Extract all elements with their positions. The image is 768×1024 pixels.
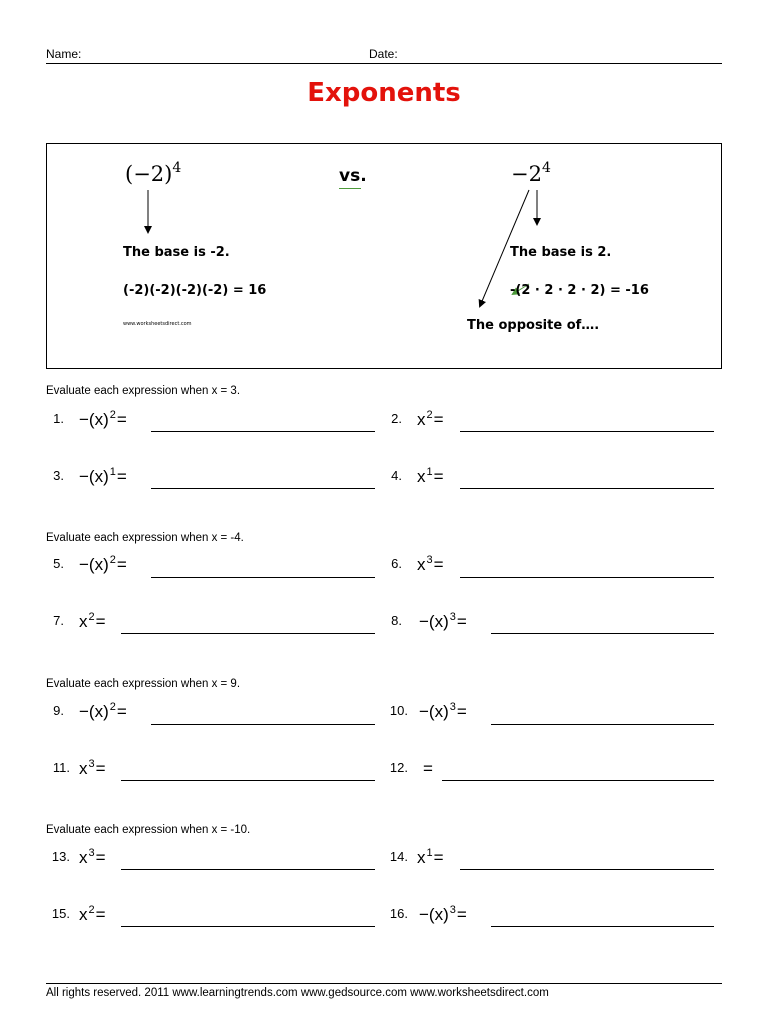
problem-expression: $x^1=$ xyxy=(417,466,444,486)
problem-number: 14. xyxy=(389,849,408,864)
section-4-instruction: Evaluate each expression when x = -10. xyxy=(46,824,251,836)
problem-expression: $-(x)^2=$ xyxy=(79,554,127,574)
problem-number: 7. xyxy=(53,613,64,628)
answer-line[interactable] xyxy=(460,869,714,870)
section-1-instruction: Evaluate each expression when x = 3. xyxy=(46,385,241,397)
problem-expression: $-(x)^3=$ xyxy=(419,904,467,924)
answer-line[interactable] xyxy=(442,780,714,781)
problem-number: 2. xyxy=(391,411,402,426)
left-base-note: The base is -2. xyxy=(123,245,230,260)
answer-line[interactable] xyxy=(491,633,714,634)
website-watermark: www.worksheetsdirect.com xyxy=(123,321,192,327)
problem-expression: $-(x)^3=$ xyxy=(419,701,467,721)
problem-number: 12. xyxy=(389,760,408,775)
problem-number: 3. xyxy=(53,468,64,483)
answer-line[interactable] xyxy=(491,926,714,927)
problem-number: 13. xyxy=(51,849,70,864)
problem-expression: $-(x)^2=$ xyxy=(79,409,127,429)
answer-line[interactable] xyxy=(491,724,714,725)
answer-line[interactable] xyxy=(460,431,714,432)
opposite-note: The opposite of…. xyxy=(467,318,600,333)
answer-line[interactable] xyxy=(460,488,714,489)
problem-number: 5. xyxy=(53,556,64,571)
problem-expression: $x^3=$ xyxy=(79,758,106,778)
page-title: Exponents xyxy=(307,78,461,108)
problem-expression: $-(x)^3=$ xyxy=(419,611,467,631)
answer-line[interactable] xyxy=(121,926,375,927)
section-2-instruction: Evaluate each expression when x = -4. xyxy=(46,532,244,544)
problem-expression: $x^3=$ xyxy=(79,847,106,867)
problem-number: 15. xyxy=(51,906,70,921)
date-label: Date: xyxy=(369,47,398,61)
answer-line[interactable] xyxy=(151,488,375,489)
answer-line[interactable] xyxy=(121,780,375,781)
name-label: Name: xyxy=(46,47,82,61)
problem-expression: $x^3=$ xyxy=(417,554,444,574)
problem-number: 9. xyxy=(53,703,64,718)
problem-expression: $x^2=$ xyxy=(79,904,106,924)
problem-number: 10. xyxy=(389,703,408,718)
problem-number: 11. xyxy=(52,760,70,775)
left-expression-exponent: 4 xyxy=(172,160,182,176)
header-rule xyxy=(46,63,722,64)
problem-expression: $x^1=$ xyxy=(417,847,444,867)
answer-line[interactable] xyxy=(151,577,375,578)
left-expansion: (-2)(-2)(-2)(-2) = 16 xyxy=(123,283,267,298)
problem-number: 1. xyxy=(53,411,64,426)
right-expression-base: −2 xyxy=(511,162,542,186)
right-base-note: The base is 2. xyxy=(510,245,612,260)
problem-number: 4. xyxy=(391,468,402,483)
problem-number: 6. xyxy=(391,556,402,571)
vs-label: vs. xyxy=(339,166,367,186)
section-3-instruction: Evaluate each expression when x = 9. xyxy=(46,678,241,690)
problem-expression: $-(x)^2=$ xyxy=(79,701,127,721)
answer-line[interactable] xyxy=(460,577,714,578)
problem-expression: $-(x)^1=$ xyxy=(79,466,127,486)
problem-expression: = xyxy=(423,759,433,778)
answer-line[interactable] xyxy=(151,724,375,725)
problem-expression: $x^2=$ xyxy=(79,611,106,631)
footer-text: All rights reserved. 2011 www.learningtrends.com www.gedsource.com www.worksheetsdirect.com xyxy=(46,987,549,999)
left-expression-base: (−2) xyxy=(125,162,173,186)
right-expansion: -(2 · 2 · 2 · 2) = -16 xyxy=(510,283,649,298)
answer-line[interactable] xyxy=(121,869,375,870)
footer-rule xyxy=(46,983,722,984)
right-expression-exponent: 4 xyxy=(541,160,551,176)
problem-expression: $x^2=$ xyxy=(417,409,444,429)
answer-line[interactable] xyxy=(151,431,375,432)
answer-line[interactable] xyxy=(121,633,375,634)
problem-number: 8. xyxy=(391,613,402,628)
example-box xyxy=(46,143,722,369)
problem-number: 16. xyxy=(389,906,408,921)
